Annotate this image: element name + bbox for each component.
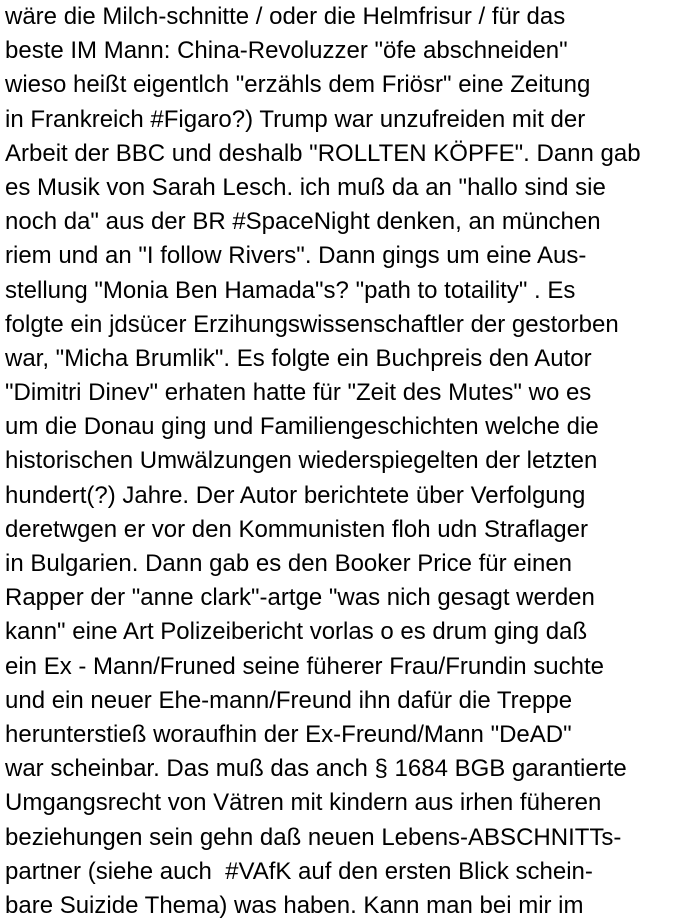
text-line: in Bulgarien. Dann gab es den Booker Price für einen (5, 550, 573, 577)
text-line: riem und an "I follow Rivers". Dann gings um eine Aus- (5, 242, 587, 270)
text-line: historischen Umwälzungen wiederspiegelten der letzten (5, 447, 598, 475)
text-line: war scheinbar. Das muß das anch § 1684 BGB garantierte (5, 755, 627, 783)
text-line: und ein neuer Ehe-mann/Freund ihn dafür die Treppe (5, 686, 573, 714)
text-line: partner (siehe auch #VAfK auf den ersten Blick schein- (5, 857, 593, 885)
text-line: Umgangsrecht von Vätren mit kindern aus irhen füheren (5, 789, 602, 817)
text-line: folgte ein jdsücer Erzihungswissenschaftler der gestorben (5, 310, 619, 338)
text-line: Rapper der "anne clark"-artge "was nich gesagt werden (5, 584, 595, 612)
text-line: hundert(?) Jahre. Der Autor berichtete über Verfolgung (5, 481, 586, 509)
text-line: "Dimitri Dinev" erhaten hatte für "Zeit des Mutes" wo es (5, 379, 592, 407)
text-line: deretwgen er vor den Kommunisten floh udn Straflager (5, 515, 588, 543)
text-line: herunterstieß woraufhin der Ex-Freund/Mann "DeAD" (5, 720, 572, 748)
text-line: kann" eine Art Polizeibericht vorlas o es drum ging daß (5, 618, 588, 646)
text-line: bare Suizide Thema) was haben. Kann man bei mir im (5, 891, 584, 919)
text-line: wäre die Milch-schnitte / oder die Helmfrisur / für das (5, 3, 566, 30)
text-line: Arbeit der BBC und deshalb "ROLLTEN KÖPFE". Dann gab (5, 139, 641, 167)
text-line: wieso heißt eigentlch "erzähls dem Friösr" eine Zeitung (5, 71, 591, 99)
text-line: es Musik von Sarah Lesch. ich muß da an "hallo sind sie (5, 173, 606, 201)
text-line: um die Donau ging und Familiengeschichten welche die (5, 413, 599, 441)
document-page (5, 0, 684, 920)
text-line: beziehungen sein gehn daß neuen Lebens-ABSCHNITTs- (5, 823, 622, 851)
text-line: ein Ex - Mann/Fruned seine füherer Frau/Frundin suchte (5, 652, 604, 680)
text-line: beste IM Mann: China-Revoluzzer "öfe abschneiden" (5, 37, 568, 65)
text-line: war, "Micha Brumlik". Es folgte ein Buchpreis den Autor (5, 344, 592, 372)
text-line: noch da" aus der BR #SpaceNight denken, an münchen (5, 208, 601, 236)
text-line: stellung "Monia Ben Hamada"s? "path to totaility" . Es (5, 276, 576, 304)
text-line: in Frankreich #Figaro?) Trump war unzufreiden mit der (5, 105, 586, 133)
